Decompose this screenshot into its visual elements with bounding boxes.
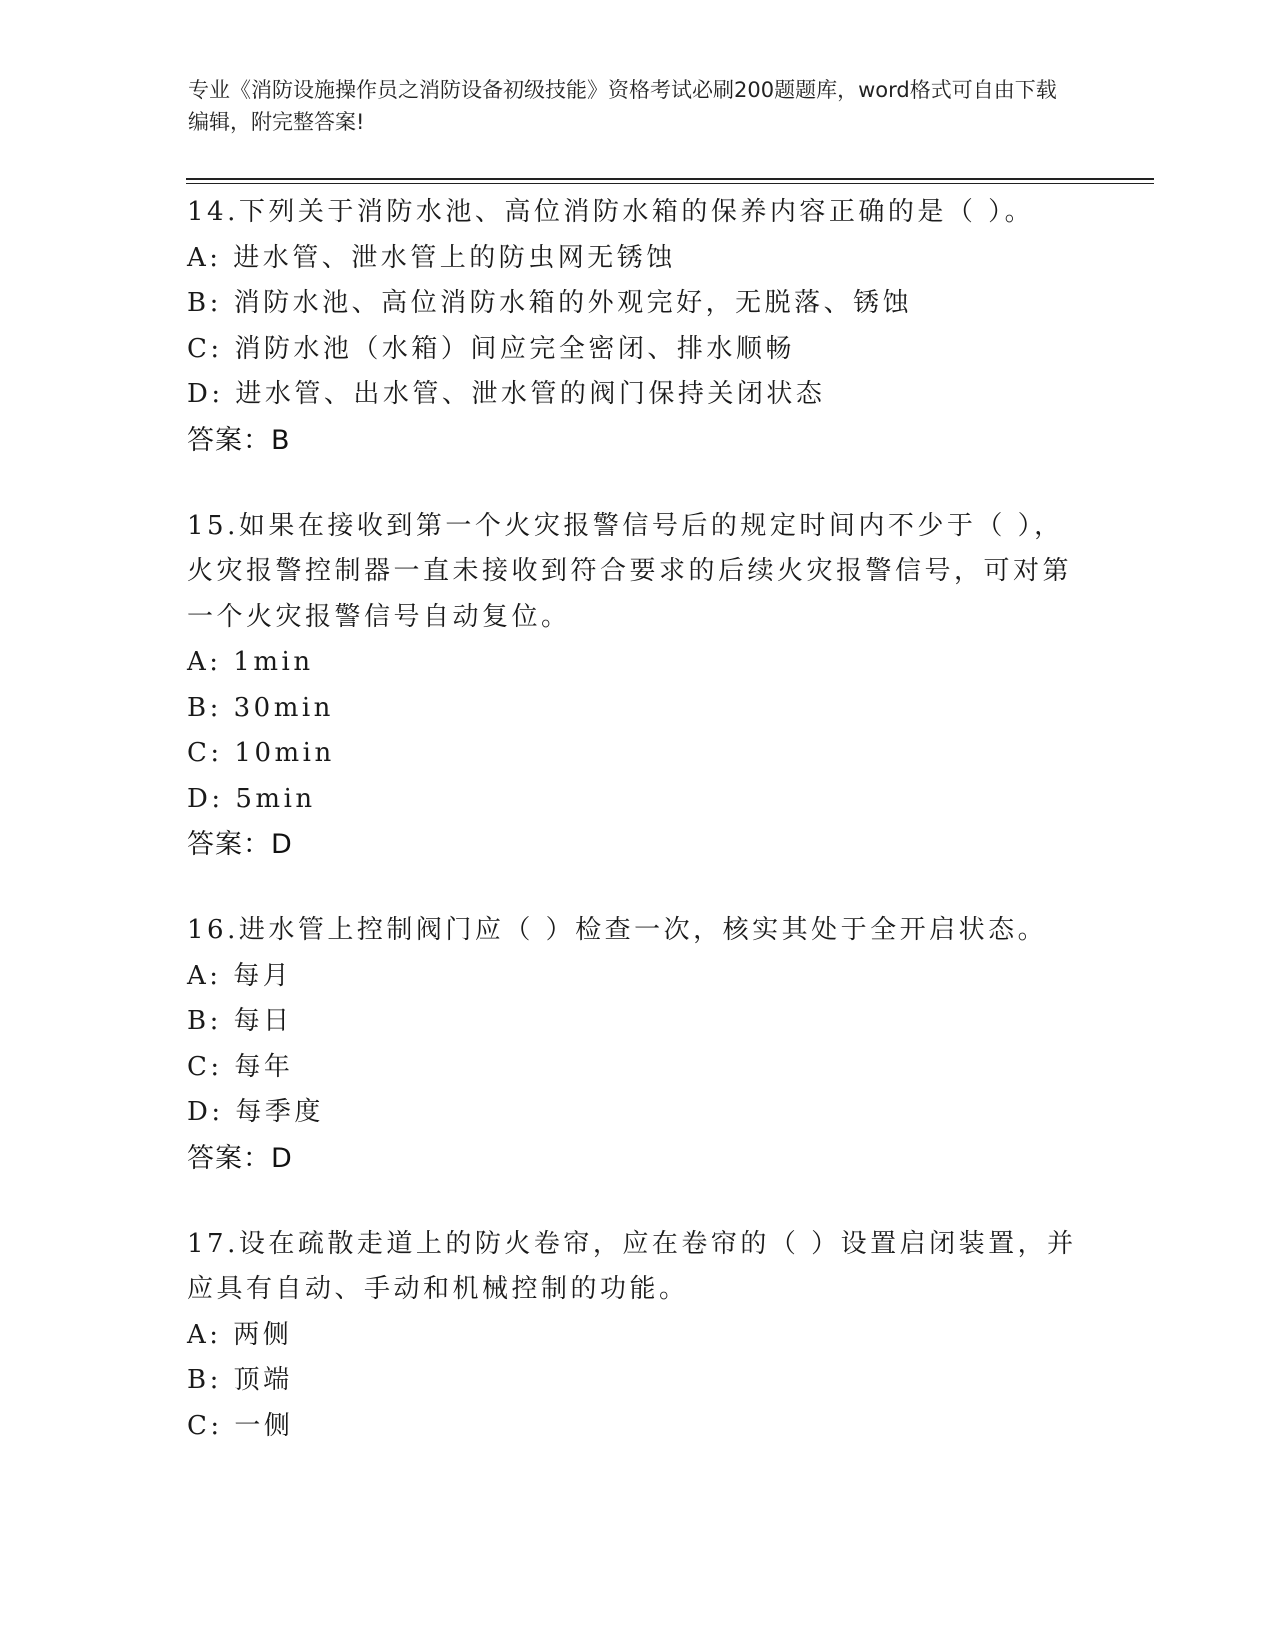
question-16 [187,908,1087,1182]
document-header: 专业《消防设施操作员之消防设备初级技能》资格考试必刷200题题库，word格式可自由下载编辑，附完整答案! [188,78,1057,134]
option-b: B: 每日 [187,1006,293,1036]
option-b: B: 消防水池、高位消防水箱的外观完好，无脱落、锈蚀 [187,288,913,318]
option-a: A: 两侧 [187,1319,293,1350]
option-c: C: 一侧 [187,1410,294,1441]
question-17 [187,1222,1087,1450]
question-text: 17.设在疏散走道上的防火卷帘，应在卷帘的（ ）设置启闭装置，并应具有自动、手动和机械控制的功能。 [187,1228,1077,1304]
option-d: D: 5min [187,783,316,814]
answer: 答案：D [187,829,293,860]
option-d: D: 进水管、出水管、泄水管的阀门保持关闭状态 [187,379,826,409]
question-text: 15.如果在接收到第一个火灾报警信号后的规定时间内不少于（ ），火灾报警控制器一直未接收到符合要求的后续火灾报警信号，可对第一个火灾报警信号自动复位。 [187,510,1073,632]
header-rule-thick [186,178,1154,180]
option-a: A: 每月 [187,960,293,991]
question-text: 14.下列关于消防水池、高位消防水箱的保养内容正确的是（ ）。 [187,197,1035,227]
option-b: B: 顶端 [187,1365,293,1395]
answer: 答案：B [187,424,291,456]
option-a: A: 1min [187,647,314,677]
question-14 [187,190,1087,464]
option-d: D: 每季度 [187,1097,324,1127]
question-15 [187,504,1087,869]
option-a: A: 进水管、泄水管上的防虫网无锈蚀 [187,242,676,273]
header-rule-thin [186,183,1154,184]
question-list [187,190,1087,1489]
question-text: 16.进水管上控制阀门应（ ）检查一次，核实其处于全开启状态。 [187,915,1048,945]
option-c: C: 消防水池（水箱）间应完全密闭、排水顺畅 [187,333,795,364]
option-c: C: 每年 [187,1051,294,1082]
option-b: B: 30min [187,692,334,723]
option-c: C: 10min [187,738,335,768]
answer: 答案：D [187,1142,293,1174]
